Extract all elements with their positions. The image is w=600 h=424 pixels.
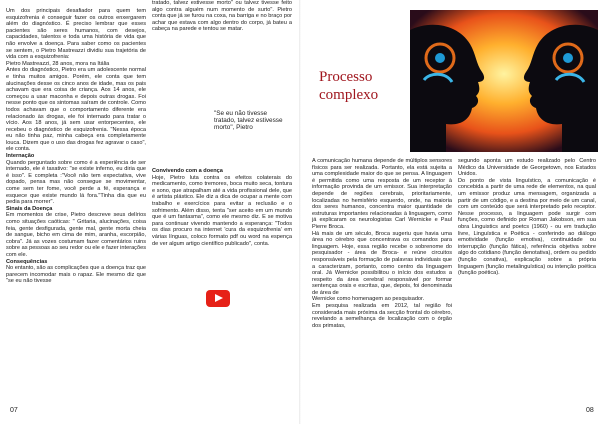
left-gear-hub	[435, 53, 445, 63]
internacao-text: Quando perguntado sobre como é a experiência de ser internado, ele é taxativo: "se existe inferno, eu diria que é isso". E completa :"Você não tem expectativa, vive dopado, pensa mas não consegue se movimentar, come sem ter fome, você perde a fé, esperança e esquece que existe mundo lá fora."Tinha dia que eu pedia para morrer".	[6, 159, 148, 206]
right-column-1: A comunicação humana depende de múltiplos sensores físicos para ser realizada. Portanto, ela está sujeita a uma complexidade maior do que se pensa. A linguagem é permitida como uma resposta de um receptor à informação provinda de um emissor. Sua interpretação depende de regiões cerebrais, prioritariamente, localizadas no hemisfério esquerdo, onde, na maioria dos seres humanos, concentra maior quantidade de estruturas importantes relacionadas à linguagem, como já explicaram os neurologistas Carl Wernicke e Paul Pierre Broca. Há mais de um século, Broca sugeriu que havia uma área no cérebro que concentrava os comandos para linguagem. Hoje, essa região recebe o sobrenome do pesquisador - área de Broca- e reúne circuitos responsáveis pela formação de palavras individuais que a caracterizam, portanto, como centro da linguagem oral. Já Wernicke possibilitou o início dos estudos a respeito da área cerebral responsável por formar sentenças orais e escritas, que, depois, foi denominada de área de Wernicke como homenagem ao pesquisador. Em pesquisa realizada em 2012, tal região foi considerada mais próxima da secção frontal do cérebro, revelando a semelhança de localização com o órgão dos primatas,	[312, 158, 452, 329]
article-title: Processo complexo	[319, 69, 379, 103]
page-gutter	[299, 0, 301, 424]
pull-quote: "Se eu não tivesse tratado, talvez estivesse morto", Pietro	[214, 110, 283, 132]
left-column-2-top: tratado, talvez estivesse morto" ou talvez tivesse feito algo contra alguém num momento de surto". Pietro conta que já se furou na coxa, na barriga e no braço por achar que estava com algo dentro do corpo, já bateu a cabeça na parede e tentou se matar.	[152, 0, 294, 33]
intro-text: Um dos principais desafiador para quem tem esquizofrenia é conseguir fazer os outros enxergarem além do diagnóstico. É preciso lembrar que esses pacientes são seres humanos, com desejos, capacidades, talentos e toda uma história de vida que não envolve a doença. Para saber como os pacientes se sentem, o Pietro Mastreazzi dividiu sua trajetória de vida com a esquizofrenia: Pietro Mastreazzi, 28 anos, mora na Itália Antes do diagnóstico, Pietro era um adolescente normal e tinha muitos amigos. Porém, ele conta que tem alucinações desse os cinco anos de idade, mas os pais achavam que era coisa de criança. Aos 14 anos, ele começou a usar maconha e depois outras drogas. Foi nesse ponto que os sintomas saíram de controle. Como todos achavam que o comportamento diferente era relacionado às drogas, ele foi internado para tratar o vício. Aos 18 anos, já sem usar entorpecentes, ele recebeu o diagnóstico de esquizofrenia. "Nessa época eu não tinha paz, minha cabeça era completamente louca. Dizem que o uso das drogas fez agravar o caso", ele conta.	[6, 8, 146, 153]
right-gear-hub	[563, 53, 573, 63]
heading-consequencias: Consequências	[6, 258, 48, 265]
consequencias-text: No entanto, são as complicações que a doença traz que parecem incomodar mais o rapaz. Ele mesmo diz que "se eu não tivesse	[6, 265, 148, 285]
heading-convivendo: Convivendo com a doença	[152, 168, 223, 174]
two-heads-illustration-icon	[410, 10, 598, 152]
heading-sinais: Sinais da Doença	[6, 205, 53, 212]
heading-internacao: Internação	[6, 153, 35, 160]
left-column-2-bottom	[152, 168, 294, 247]
left-column-1	[6, 8, 146, 410]
convivendo-text: Hoje, Pietro luta contra os efeitos colaterais do medicamento, como tremores, boca muito seca, tontura e sono, que atrapalham até a vida profissional dele, que é artista plástico. Ele diz a dica de ocupar a mente com trabalho e exercícios para evitar a reclusão e o sofrimento. Além disso, tenta "ser aceito em um mundo que é um fantasma", como ele mesmo diz. E se motiva para continuar vivendo mantendo a esperança: "Todos os dias procuro na internet 'cura da esquizofrenia' em várias línguas, coloco formato pdf ou word na espença de ver algum artigo científico publicado", conta.	[152, 174, 294, 247]
right-column-2: segundo aponta um estudo realizado pelo Centro Médico da Universidade de Georgetown, nos Estados Unidos. Do ponto de vista linguístico, a comunicação é concebida a partir de uma rede de elementos, na qual um emissor produz uma mensagem, organizada a partir de um código, e a destina por meio de um canal, com um conteúdo que será interpretado pelo receptor. Nesse processo, a linguagem pode surgir com funções, como definido por Roman Jakobson, em sua obra Linguistics and poetcs (1960) - ou em tradução livre, Linguística e Poética - conferindo ao diálogo emotividade (função emotiva), continuidade ou interrupção (função fática), referência objetiva sobre algo do cotidiano (função denotativa), ordem ou pedido (função conativa), explicação sobre a própria linguagem (função metalinguística) ou intenção poética (função poética).	[458, 158, 596, 277]
heads-svg	[410, 10, 598, 152]
sinais-text: Em momentos de crise, Pietro descreve seus delírios como situações caóticas: " Gritaria, alucinações, coisa feia, gente desfigurada, gente mal, gente morta cheia de sangue, bicho em cima de mim, aranha, escorpião, cobra". Já as vozes costumam fazer comentários ruins sobre as pessoas ao seu redor ou ele e fazer interações com ele.	[6, 212, 148, 258]
play-triangle-icon	[215, 294, 223, 302]
youtube-play-icon[interactable]	[206, 290, 230, 307]
page-number-left: 07	[10, 407, 18, 414]
page-number-right: 08	[586, 407, 594, 414]
